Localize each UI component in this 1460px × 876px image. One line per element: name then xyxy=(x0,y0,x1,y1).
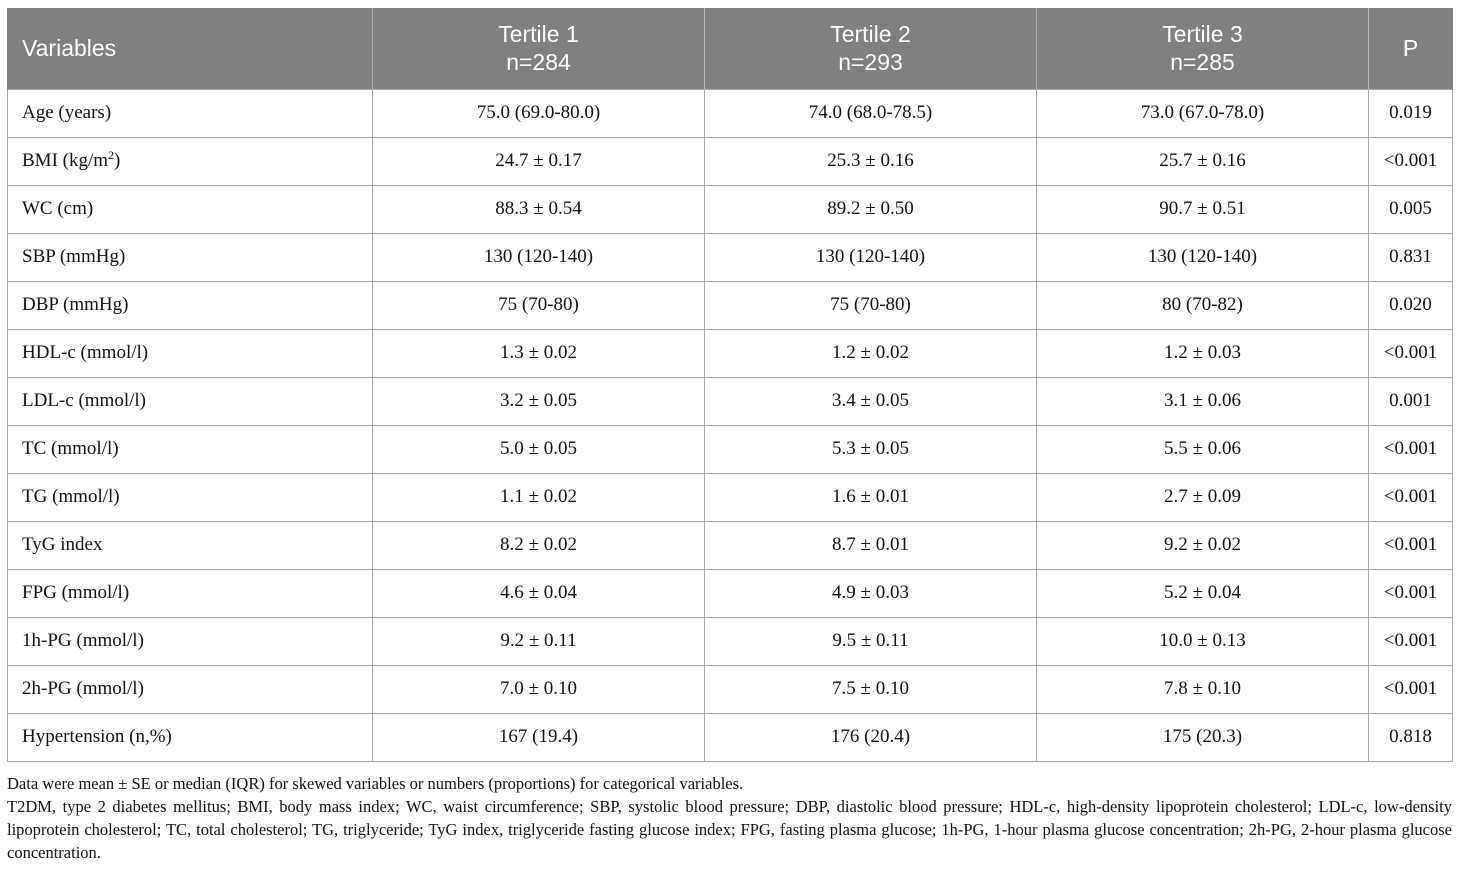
table-row xyxy=(8,521,1453,569)
tertile-2-cell: 5.3 ± 0.05 xyxy=(705,425,1037,473)
p-value-cell: 0.020 xyxy=(1369,281,1453,329)
header-tertile-1-label: Tertile 1 xyxy=(498,21,579,48)
table-header xyxy=(8,8,1453,89)
table-row xyxy=(8,137,1453,185)
variable-cell: SBP (mmHg) xyxy=(8,233,373,281)
variable-cell: Age (years) xyxy=(8,89,373,137)
p-value-cell: 0.005 xyxy=(1369,185,1453,233)
p-value-cell: <0.001 xyxy=(1369,617,1453,665)
tertile-2-cell: 130 (120-140) xyxy=(705,233,1037,281)
tertile-3-cell: 90.7 ± 0.51 xyxy=(1037,185,1369,233)
tertile-1-cell: 8.2 ± 0.02 xyxy=(373,521,705,569)
table-body xyxy=(8,89,1453,761)
header-tertile-2-n: n=293 xyxy=(838,49,903,76)
tertile-1-cell: 88.3 ± 0.54 xyxy=(373,185,705,233)
table-row xyxy=(8,665,1453,713)
p-value-cell: <0.001 xyxy=(1369,521,1453,569)
tertile-1-cell: 4.6 ± 0.04 xyxy=(373,569,705,617)
header-variables-label: Variables xyxy=(22,35,117,62)
variable-cell: FPG (mmol/l) xyxy=(8,569,373,617)
tertile-3-cell: 175 (20.3) xyxy=(1037,713,1369,761)
tertile-3-cell: 25.7 ± 0.16 xyxy=(1037,137,1369,185)
tertile-3-cell: 9.2 ± 0.02 xyxy=(1037,521,1369,569)
variable-cell: TyG index xyxy=(8,521,373,569)
table-row xyxy=(8,233,1453,281)
variable-superscript: 2 xyxy=(108,148,115,162)
tertile-2-cell: 9.5 ± 0.11 xyxy=(705,617,1037,665)
tertile-2-cell: 75 (70-80) xyxy=(705,281,1037,329)
p-value-cell: <0.001 xyxy=(1369,329,1453,377)
variable-cell: DBP (mmHg) xyxy=(8,281,373,329)
table-row xyxy=(8,329,1453,377)
tertile-1-cell: 75 (70-80) xyxy=(373,281,705,329)
variable-cell: 1h-PG (mmol/l) xyxy=(8,617,373,665)
header-tertile-3 xyxy=(1037,8,1369,89)
baseline-characteristics-table xyxy=(7,8,1453,762)
table-row xyxy=(8,617,1453,665)
variable-text: BMI (kg/m xyxy=(22,150,109,171)
tertile-1-cell: 7.0 ± 0.10 xyxy=(373,665,705,713)
table-row xyxy=(8,569,1453,617)
header-tertile-1-n: n=284 xyxy=(506,49,571,76)
variable-cell xyxy=(8,137,373,185)
tertile-2-cell: 89.2 ± 0.50 xyxy=(705,185,1037,233)
baseline-characteristics-table-container xyxy=(7,8,1452,864)
table-footnote-data-description: Data were mean ± SE or median (IQR) for skewed variables or numbers (proportions) for categorical variables. xyxy=(7,773,744,793)
tertile-3-cell: 5.2 ± 0.04 xyxy=(1037,569,1369,617)
header-p-label: P xyxy=(1402,35,1419,62)
table-row xyxy=(8,89,1453,137)
tertile-2-cell: 176 (20.4) xyxy=(705,713,1037,761)
tertile-3-cell: 7.8 ± 0.10 xyxy=(1037,665,1369,713)
tertile-3-cell: 1.2 ± 0.03 xyxy=(1037,329,1369,377)
tertile-3-cell: 3.1 ± 0.06 xyxy=(1037,377,1369,425)
variable-text-suffix: ) xyxy=(114,150,121,171)
p-value-cell: 0.831 xyxy=(1369,233,1453,281)
variable-cell: WC (cm) xyxy=(8,185,373,233)
tertile-1-cell: 75.0 (69.0-80.0) xyxy=(373,89,705,137)
variable-cell: 2h-PG (mmol/l) xyxy=(8,665,373,713)
tertile-2-cell: 4.9 ± 0.03 xyxy=(705,569,1037,617)
variable-cell: TG (mmol/l) xyxy=(8,473,373,521)
p-value-cell: 0.019 xyxy=(1369,89,1453,137)
tertile-2-cell: 1.2 ± 0.02 xyxy=(705,329,1037,377)
tertile-1-cell: 1.3 ± 0.02 xyxy=(373,329,705,377)
table-row xyxy=(8,185,1453,233)
header-p-value xyxy=(1369,8,1453,89)
tertile-1-cell: 130 (120-140) xyxy=(373,233,705,281)
header-tertile-3-label: Tertile 3 xyxy=(1162,21,1243,48)
table-row xyxy=(8,713,1453,761)
header-tertile-3-n: n=285 xyxy=(1170,49,1235,76)
table-row xyxy=(8,425,1453,473)
tertile-3-cell: 73.0 (67.0-78.0) xyxy=(1037,89,1369,137)
p-value-cell: <0.001 xyxy=(1369,425,1453,473)
table-row xyxy=(8,281,1453,329)
variable-cell: HDL-c (mmol/l) xyxy=(8,329,373,377)
header-tertile-2 xyxy=(705,8,1037,89)
tertile-1-cell: 3.2 ± 0.05 xyxy=(373,377,705,425)
tertile-3-cell: 5.5 ± 0.06 xyxy=(1037,425,1369,473)
p-value-cell: <0.001 xyxy=(1369,569,1453,617)
header-row xyxy=(8,8,1453,89)
tertile-1-cell: 9.2 ± 0.11 xyxy=(373,617,705,665)
tertile-1-cell: 1.1 ± 0.02 xyxy=(373,473,705,521)
p-value-cell: <0.001 xyxy=(1369,137,1453,185)
p-value-cell: <0.001 xyxy=(1369,665,1453,713)
tertile-1-cell: 5.0 ± 0.05 xyxy=(373,425,705,473)
p-value-cell: <0.001 xyxy=(1369,473,1453,521)
header-tertile-2-label: Tertile 2 xyxy=(830,21,911,48)
tertile-2-cell: 25.3 ± 0.16 xyxy=(705,137,1037,185)
tertile-3-cell: 80 (70-82) xyxy=(1037,281,1369,329)
tertile-2-cell: 1.6 ± 0.01 xyxy=(705,473,1037,521)
table-row xyxy=(8,377,1453,425)
variable-cell: Hypertension (n,%) xyxy=(8,713,373,761)
tertile-2-cell: 74.0 (68.0-78.5) xyxy=(705,89,1037,137)
tertile-3-cell: 2.7 ± 0.09 xyxy=(1037,473,1369,521)
p-value-cell: 0.818 xyxy=(1369,713,1453,761)
variable-cell: LDL-c (mmol/l) xyxy=(8,377,373,425)
table-footnote-abbreviations: T2DM, type 2 diabetes mellitus; BMI, body mass index; WC, waist circumference; SBP, systolic blood pressure; DBP, diastolic blood pressure; HDL-c, high-density lipoprotein cholesterol; LDL-c, low-density lipoprotein cholesterol; TC, total cholesterol; TG, triglyceride; TyG index, triglyceride fasting glucose index; FPG, fasting plasma glucose; 1h-PG, 1-hour plasma glucose concentration; 2h-PG, 2-hour plasma glucose concentration. xyxy=(7,796,1452,862)
tertile-1-cell: 24.7 ± 0.17 xyxy=(373,137,705,185)
tertile-2-cell: 3.4 ± 0.05 xyxy=(705,377,1037,425)
header-tertile-1 xyxy=(373,8,705,89)
tertile-2-cell: 7.5 ± 0.10 xyxy=(705,665,1037,713)
header-variables xyxy=(8,8,373,89)
variable-cell: TC (mmol/l) xyxy=(8,425,373,473)
tertile-3-cell: 10.0 ± 0.13 xyxy=(1037,617,1369,665)
tertile-2-cell: 8.7 ± 0.01 xyxy=(705,521,1037,569)
table-row xyxy=(8,473,1453,521)
p-value-cell: 0.001 xyxy=(1369,377,1453,425)
tertile-3-cell: 130 (120-140) xyxy=(1037,233,1369,281)
tertile-1-cell: 167 (19.4) xyxy=(373,713,705,761)
